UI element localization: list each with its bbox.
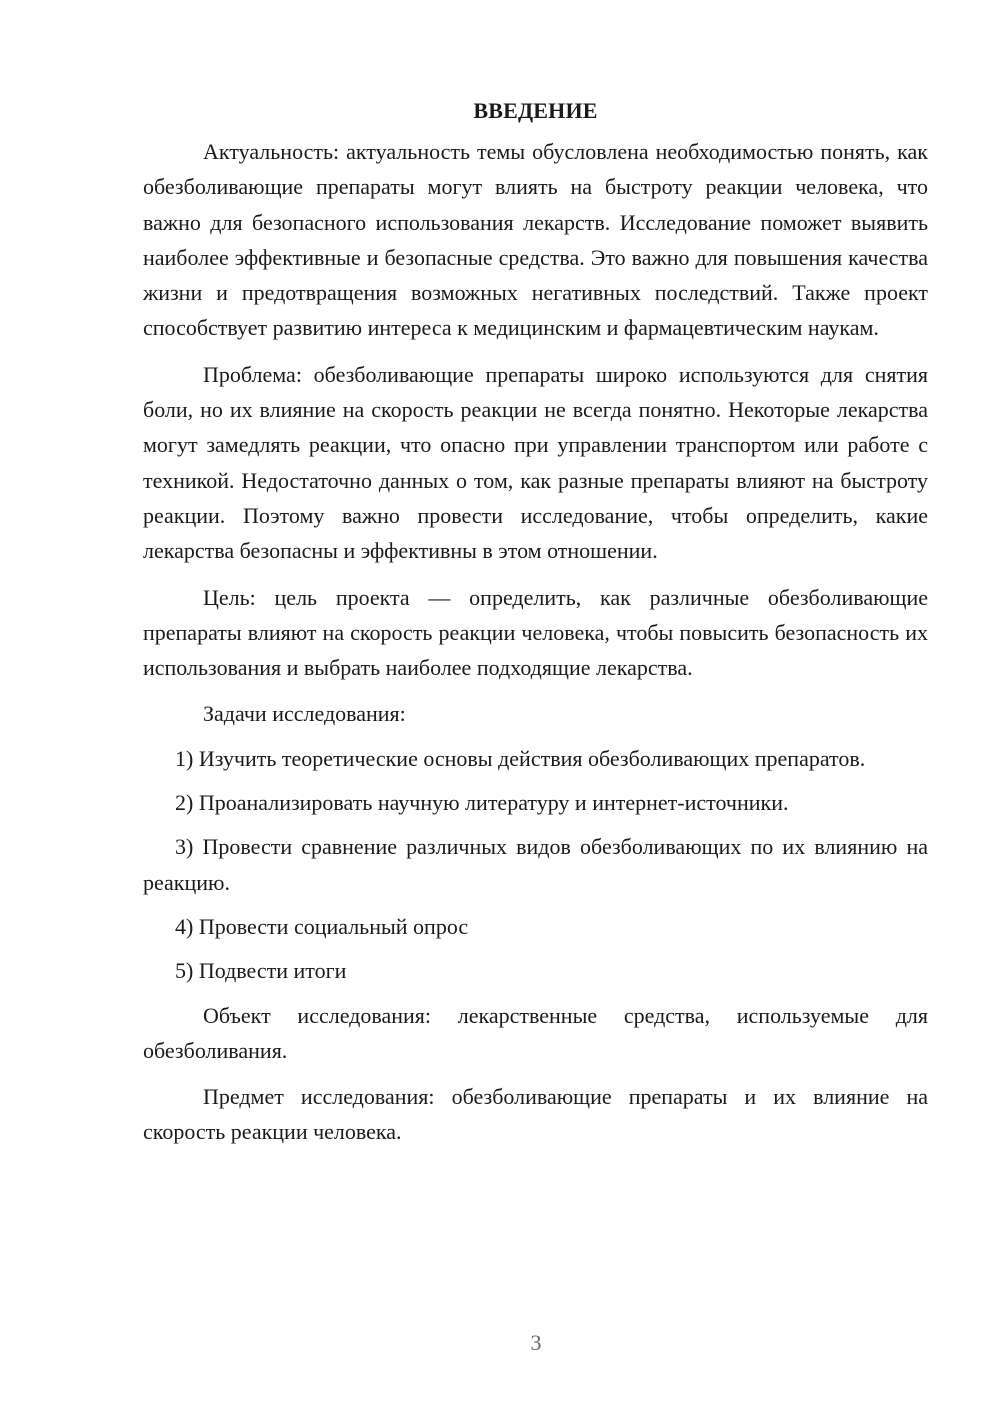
relevance-paragraph: Актуальность: актуальность темы обусловлена необходимостью понять, как обезболивающие препараты могут влиять на быстроту реакции человека, что важно для безопасного использования лекарств. Исследование поможет выявить наиболее эффективные и безопасные средства. Это важно для повышения качества жизни и предотвращения возможных негативных последствий. Также проект способствует развитию интереса к медицинским и фармацевтическим наукам. [143, 139, 928, 341]
problem-paragraph: Проблема: обезболивающие препараты широко используются для снятия боли, но их влияние на скорость реакции не всегда понятно. Некоторые лекарства могут замедлять реакции, что опасно при управлении транспортом или работе с техникой. Недостаточно данных о том, как разные препараты влияют на быстроту реакции. Поэтому важно провести исследование, чтобы определить, какие лекарства безопасны и эффективны в этом отношении. [143, 361, 928, 564]
page-number: 3 [530, 1330, 542, 1355]
task-item-2: 2) Проанализировать научную литературу и интернет-источники. [175, 790, 789, 816]
document-page [143, 96, 928, 1161]
object-paragraph: Объект исследования: лекарственные средства, используемые для обезболивания. [143, 1002, 928, 1063]
tasks-heading: Задачи исследования: [203, 701, 406, 727]
goal-paragraph: Цель: цель проекта — определить, как различные обезболивающие препараты влияют на скорость реакции человека, чтобы повысить безопасность их использования и выбрать наиболее подходящие лекарства. [143, 584, 928, 681]
subject-paragraph: Предмет исследования: обезболивающие препараты и их влияние на скорость реакции человека. [143, 1084, 928, 1145]
task-item-5: 5) Подвести итоги [175, 958, 347, 984]
page-title: ВВЕДЕНИЕ [473, 98, 598, 123]
task-item-1: 1) Изучить теоретические основы действия обезболивающих препаратов. [175, 745, 866, 771]
task-item-4: 4) Провести социальный опрос [175, 913, 469, 939]
task-item-3: 3) Провести сравнение различных видов обезболивающих по их влиянию на реакцию. [143, 834, 928, 895]
